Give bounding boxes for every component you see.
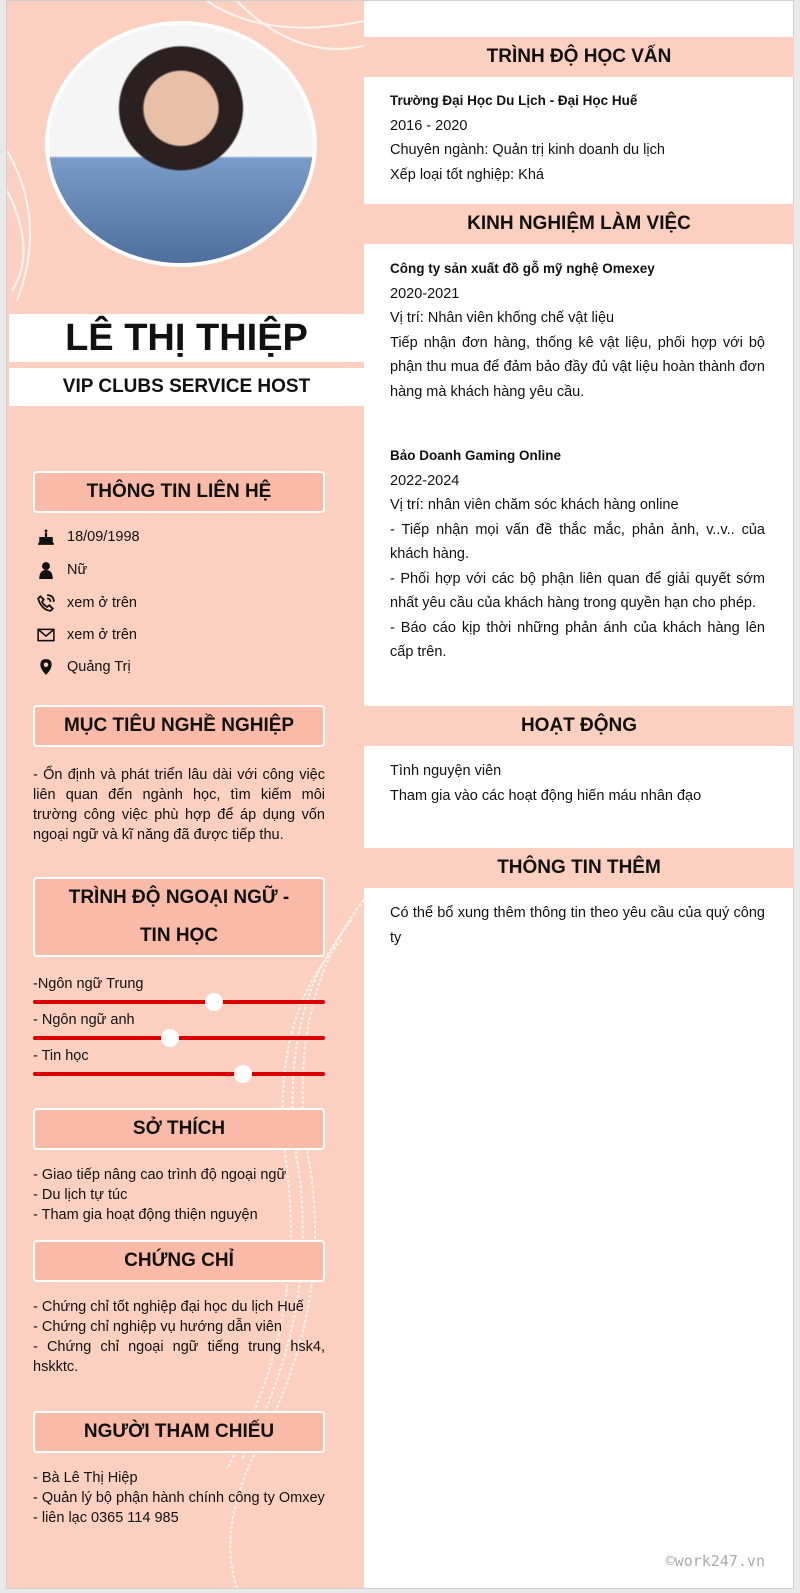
certificates-heading: CHỨNG CHỈ [33, 1240, 325, 1282]
location-pin-icon [37, 658, 55, 676]
references-heading: NGƯỜI THAM CHIẾU [33, 1411, 325, 1453]
contact-birthday: 18/09/1998 [37, 528, 140, 546]
contact-email: xem ở trên [37, 626, 137, 644]
extra-info-text: Có thể bổ xung thêm thông tin theo yêu cầu của quý công ty [390, 905, 765, 946]
profile-photo [45, 21, 317, 267]
hobbies-list: - Giao tiếp nâng cao trình độ ngoại ngữ - Du lịch tự túc - Tham gia hoạt động thiện nguyện [33, 1167, 287, 1223]
skill-level-slider[interactable] [33, 1000, 325, 1004]
education-section: Trường Đại Học Du Lịch - Đại Học Huế 2016 - 2020 Chuyên ngành: Quản trị kinh doanh du lịch Xếp loại tốt nghiệp: Khá [390, 93, 665, 183]
skill-label: -Ngôn ngữ Trung [33, 976, 144, 992]
objective-heading: MỤC TIÊU NGHỀ NGHIỆP [33, 705, 325, 747]
education-heading: TRÌNH ĐỘ HỌC VẤN [364, 37, 794, 77]
skill-label: - Tin học [33, 1048, 89, 1064]
extra-info-heading: THÔNG TIN THÊM [364, 848, 794, 888]
activities-heading: HOẠT ĐỘNG [364, 706, 794, 746]
phone-icon [37, 594, 55, 612]
contact-gender: Nữ [37, 561, 87, 579]
contact-phone: xem ở trên [37, 594, 137, 612]
slider-knob[interactable] [161, 1029, 179, 1047]
activities-list: Tình nguyện viên Tham gia vào các hoạt động hiến máu nhân đạo [390, 763, 702, 804]
hobbies-heading: SỞ THÍCH [33, 1108, 325, 1150]
certificates-list: - Chứng chỉ tốt nghiệp đại học du lịch Huế - Chứng chỉ nghiệp vụ hướng dẫn viên - Chứng chỉ ngoại ngữ tiếng trung hsk4, hskktc. [33, 1299, 325, 1375]
slider-knob[interactable] [234, 1065, 252, 1083]
objective-text: - Ổn định và phát triển lâu dài với công việc liên quan đến ngành học, tìm kiếm môi trường công việc phù hợp để áp dụng vốn ngoại ngữ và kĩ năng đã được tiếp thu. [33, 767, 325, 843]
cv-page [6, 0, 794, 1589]
skill-level-slider[interactable] [33, 1072, 325, 1076]
skill-label: - Ngôn ngữ anh [33, 1012, 135, 1028]
skills-heading: TRÌNH ĐỘ NGOẠI NGỮ - TIN HỌC [33, 877, 325, 957]
slider-knob[interactable] [205, 993, 223, 1011]
contact-location: Quảng Trị [37, 658, 131, 676]
person-icon [37, 561, 55, 579]
envelope-icon [37, 626, 55, 644]
references-list: - Bà Lê Thị Hiệp - Quản lý bộ phận hành chính công ty Omxey - liên lạc 0365 114 985 [33, 1470, 325, 1526]
experience-job-2: Bảo Doanh Gaming Online 2022-2024 Vị trí: nhân viên chăm sóc khách hàng online - Tiếp nhận mọi vấn đề thắc mắc, phản ảnh, v..v.. của khách hàng. - Phối hợp với các bộ phận liên quan để giải quyết sớm nhất yêu cầu của khách hàng trong quyền hạn cho phép. - Báo cáo kịp thời những phản ánh của khách hàng lên cấp trên. [390, 448, 765, 660]
watermark: ©work247.vn [665, 1552, 765, 1570]
job-title: VIP CLUBS SERVICE HOST [9, 368, 364, 406]
skill-level-slider[interactable] [33, 1036, 325, 1040]
contact-heading: THÔNG TIN LIÊN HỆ [33, 471, 325, 513]
experience-heading: KINH NGHIỆM LÀM VIỆC [364, 204, 794, 244]
left-column [7, 1, 364, 1588]
experience-job-1: Công ty sản xuất đồ gỗ mỹ nghệ Omexey 2020-2021 Vị trí: Nhân viên khống chế vật liệu Tiếp nhận đơn hàng, thống kê vật liệu, phối hợp với bộ phận thu mua để đảm bảo đầy đủ vật liệu hoàn thành đơn hàng mà khách hàng yêu cầu. [390, 261, 765, 400]
full-name: LÊ THỊ THIỆP [9, 314, 364, 362]
birthday-cake-icon [37, 528, 55, 546]
